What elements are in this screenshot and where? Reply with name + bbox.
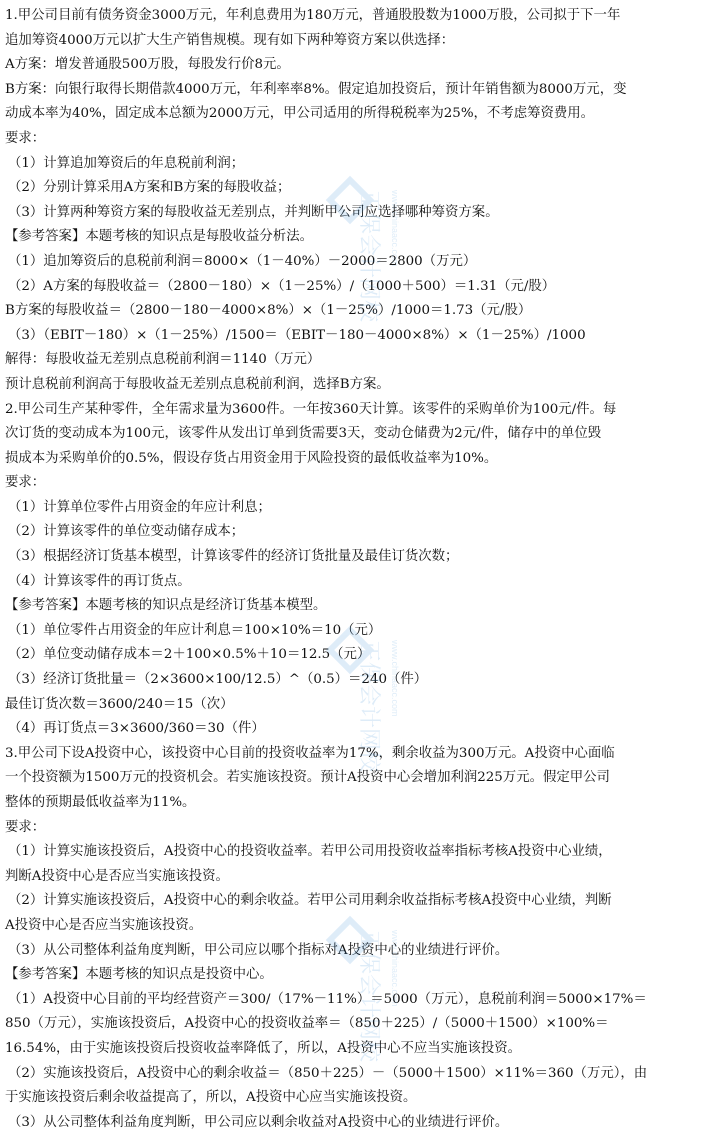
- watermark-text: 正保会计网校: [357, 640, 382, 773]
- question-2-answer-heading: 【参考答案】本题考核的知识点是经济订货基本模型。: [5, 598, 327, 614]
- question-1-line: （1）追加筹资后的息税前利润＝8000×（1－40%）－2000＝2800（万元）: [8, 253, 477, 269]
- question-3-line: 整体的预期最低收益率为11%。: [5, 795, 196, 810]
- question-3-line: 于实施该投资后剩余收益提高了，所以，A投资中心应当实施该投资。: [5, 1090, 417, 1106]
- question-2-line: （2）计算该零件的单位变动储存成本；: [8, 524, 245, 540]
- question-3: [5, 742, 718, 1135]
- question-2: [5, 398, 718, 742]
- question-2-line: （2）单位变动储存成本＝2＋100×0.5%＋10＝12.5（元）: [8, 647, 371, 663]
- question-2-line: （4）再订货点＝3×3600/360＝30（件）: [8, 721, 265, 737]
- question-1-line: B方案的每股收益＝（2800－180－4000×8%）×（1－25%）/1000＝1.73（元/股）: [5, 303, 532, 319]
- question-2-line: 2.甲公司生产某种零件，全年需求量为3600件。一年按360天计算。该零件的采购单价为100元/件。每: [5, 401, 617, 417]
- question-2-line: 要求：: [5, 475, 46, 491]
- question-1-line: （3）计算两种筹资方案的每股收益无差别点，并判断甲公司应选择哪种筹资方案。: [8, 204, 499, 220]
- question-3-line: 要求：: [5, 819, 46, 835]
- question-1-line: A方案：增发普通股500万股，每股发行价8元。: [5, 57, 290, 73]
- question-1-line: （3）（EBIT－180）×（1－25%）/1500＝（EBIT－180－4000×8%）×（1－25%）/1000: [8, 327, 586, 343]
- question-1-line: （2）A方案的每股收益＝（2800－180）×（1－25%）/（1000＋500）＝1.31（元/股）: [8, 278, 556, 294]
- question-3-answer-heading: 【参考答案】本题考核的知识点是投资中心。: [5, 967, 273, 983]
- question-3-line: （3）从公司整体利益角度判断，甲公司应以哪个指标对A投资中心的业绩进行评价。: [8, 942, 509, 958]
- question-1-line: 要求：: [5, 130, 46, 146]
- watermark-subtext: www.chinaacc.com: [390, 640, 400, 717]
- question-1-answer-heading: 【参考答案】本题考核的知识点是每股收益分析法。: [5, 229, 313, 245]
- question-2-line: （1）计算单位零件占用资金的年应计利息；: [8, 499, 271, 515]
- watermark-subtext: www.chinaacc.com: [390, 190, 400, 267]
- question-3-line: （1）A投资中心目前的平均经营资产＝300/（17%－11%）＝5000（万元），息税前利润＝5000×17%＝: [8, 991, 647, 1007]
- question-2-line: （3）根据经济订货基本模型，计算该零件的经济订货批量及最佳订货次数；: [8, 549, 459, 565]
- question-2-line: 最佳订货次数＝3600/240＝15（次）: [5, 696, 234, 712]
- question-3-line: （1）计算实施该投资后，A投资中心的投资收益率。若甲公司用投资收益率指标考核A投资中心业绩，: [8, 844, 612, 860]
- question-3-line: 850（万元），实施该投资后，A投资中心的投资收益率＝（850＋225）/（5000＋1500）×100%＝: [5, 1016, 609, 1032]
- question-1-line: B方案：向银行取得长期借款4000万元，年利率率8%。假定追加投资后，预计年销售额为8000万元，变: [5, 81, 627, 97]
- watermark-subtext: www.chinaacc.com: [390, 930, 400, 1007]
- question-1-line: （1）计算追加筹资后的年息税前利润；: [8, 155, 245, 171]
- question-3-line: 3.甲公司下设A投资中心，该投资中心目前的投资收益率为17%，剩余收益为300万元。A投资中心面临: [5, 745, 615, 761]
- question-3-line: （2）计算实施该投资后，A投资中心的剩余收益。若甲公司用剩余收益指标考核A投资中心业绩，判断: [8, 893, 612, 909]
- question-3-line: 判断A投资中心是否应当实施该投资。: [5, 868, 229, 884]
- question-1-line: 预计息税前利润高于每股收益无差别点息税前利润，选择B方案。: [5, 376, 390, 392]
- question-1-line: 追加筹资4000万元以扩大生产销售规模。现有如下两种筹资方案以供选择：: [5, 32, 455, 48]
- watermark-text: 正保会计网校: [357, 190, 382, 323]
- question-3-line: 一个投资额为1500万元的投资机会。若实施该投资。预计A投资中心会增加利润225万元。假定甲公司: [5, 770, 610, 786]
- question-1-line: 1.甲公司目前有债务资金3000万元，年利息费用为180万元，普通股股数为1000万股，公司拟于下一年: [5, 8, 621, 23]
- question-3-line: （2）实施该投资后，A投资中心的剩余收益＝（850＋225）－（5000＋1500）×11%＝360（万元），由: [8, 1065, 648, 1081]
- question-2-line: 损成本为采购单价的0.5%，假设存货占用资金用于风险投资的最低收益率为10%。: [5, 450, 498, 466]
- question-1-line: 动成本率为40%，固定成本总额为2000万元，甲公司适用的所得税税率为25%，不考虑筹资费用。: [5, 106, 595, 122]
- question-2-line: （4）计算该零件的再订货点。: [8, 573, 191, 589]
- question-2-line: （3）经济订货批量＝（2×3600×100/12.5）^（0.5）＝240（件）: [8, 672, 428, 688]
- question-2-line: （1）单位零件占用资金的年应计利息＝100×10%＝10（元）: [8, 622, 382, 638]
- question-1-line: 解得：每股收益无差别点息税前利润＝1140（万元）: [5, 352, 321, 368]
- question-3-line: A投资中心是否应当实施该投资。: [5, 917, 203, 933]
- question-1-line: （2）分别计算采用A方案和B方案的每股收益；: [8, 180, 291, 196]
- question-3-line: 16.54%，由于实施该投资后投资收益率降低了，所以，A投资中心不应当实施该投资。: [5, 1040, 522, 1056]
- watermark-text: 正保会计网校: [357, 930, 382, 1063]
- question-3-line: （3）从公司整体利益角度判断，甲公司应以剩余收益对A投资中心的业绩进行评价。: [8, 1114, 509, 1130]
- question-1: [5, 4, 718, 398]
- question-2-line: 次订货的变动成本为100元，该零件从发出订单到货需要3天，变动仓储费为2元/件，储存中的单位毁: [5, 426, 602, 442]
